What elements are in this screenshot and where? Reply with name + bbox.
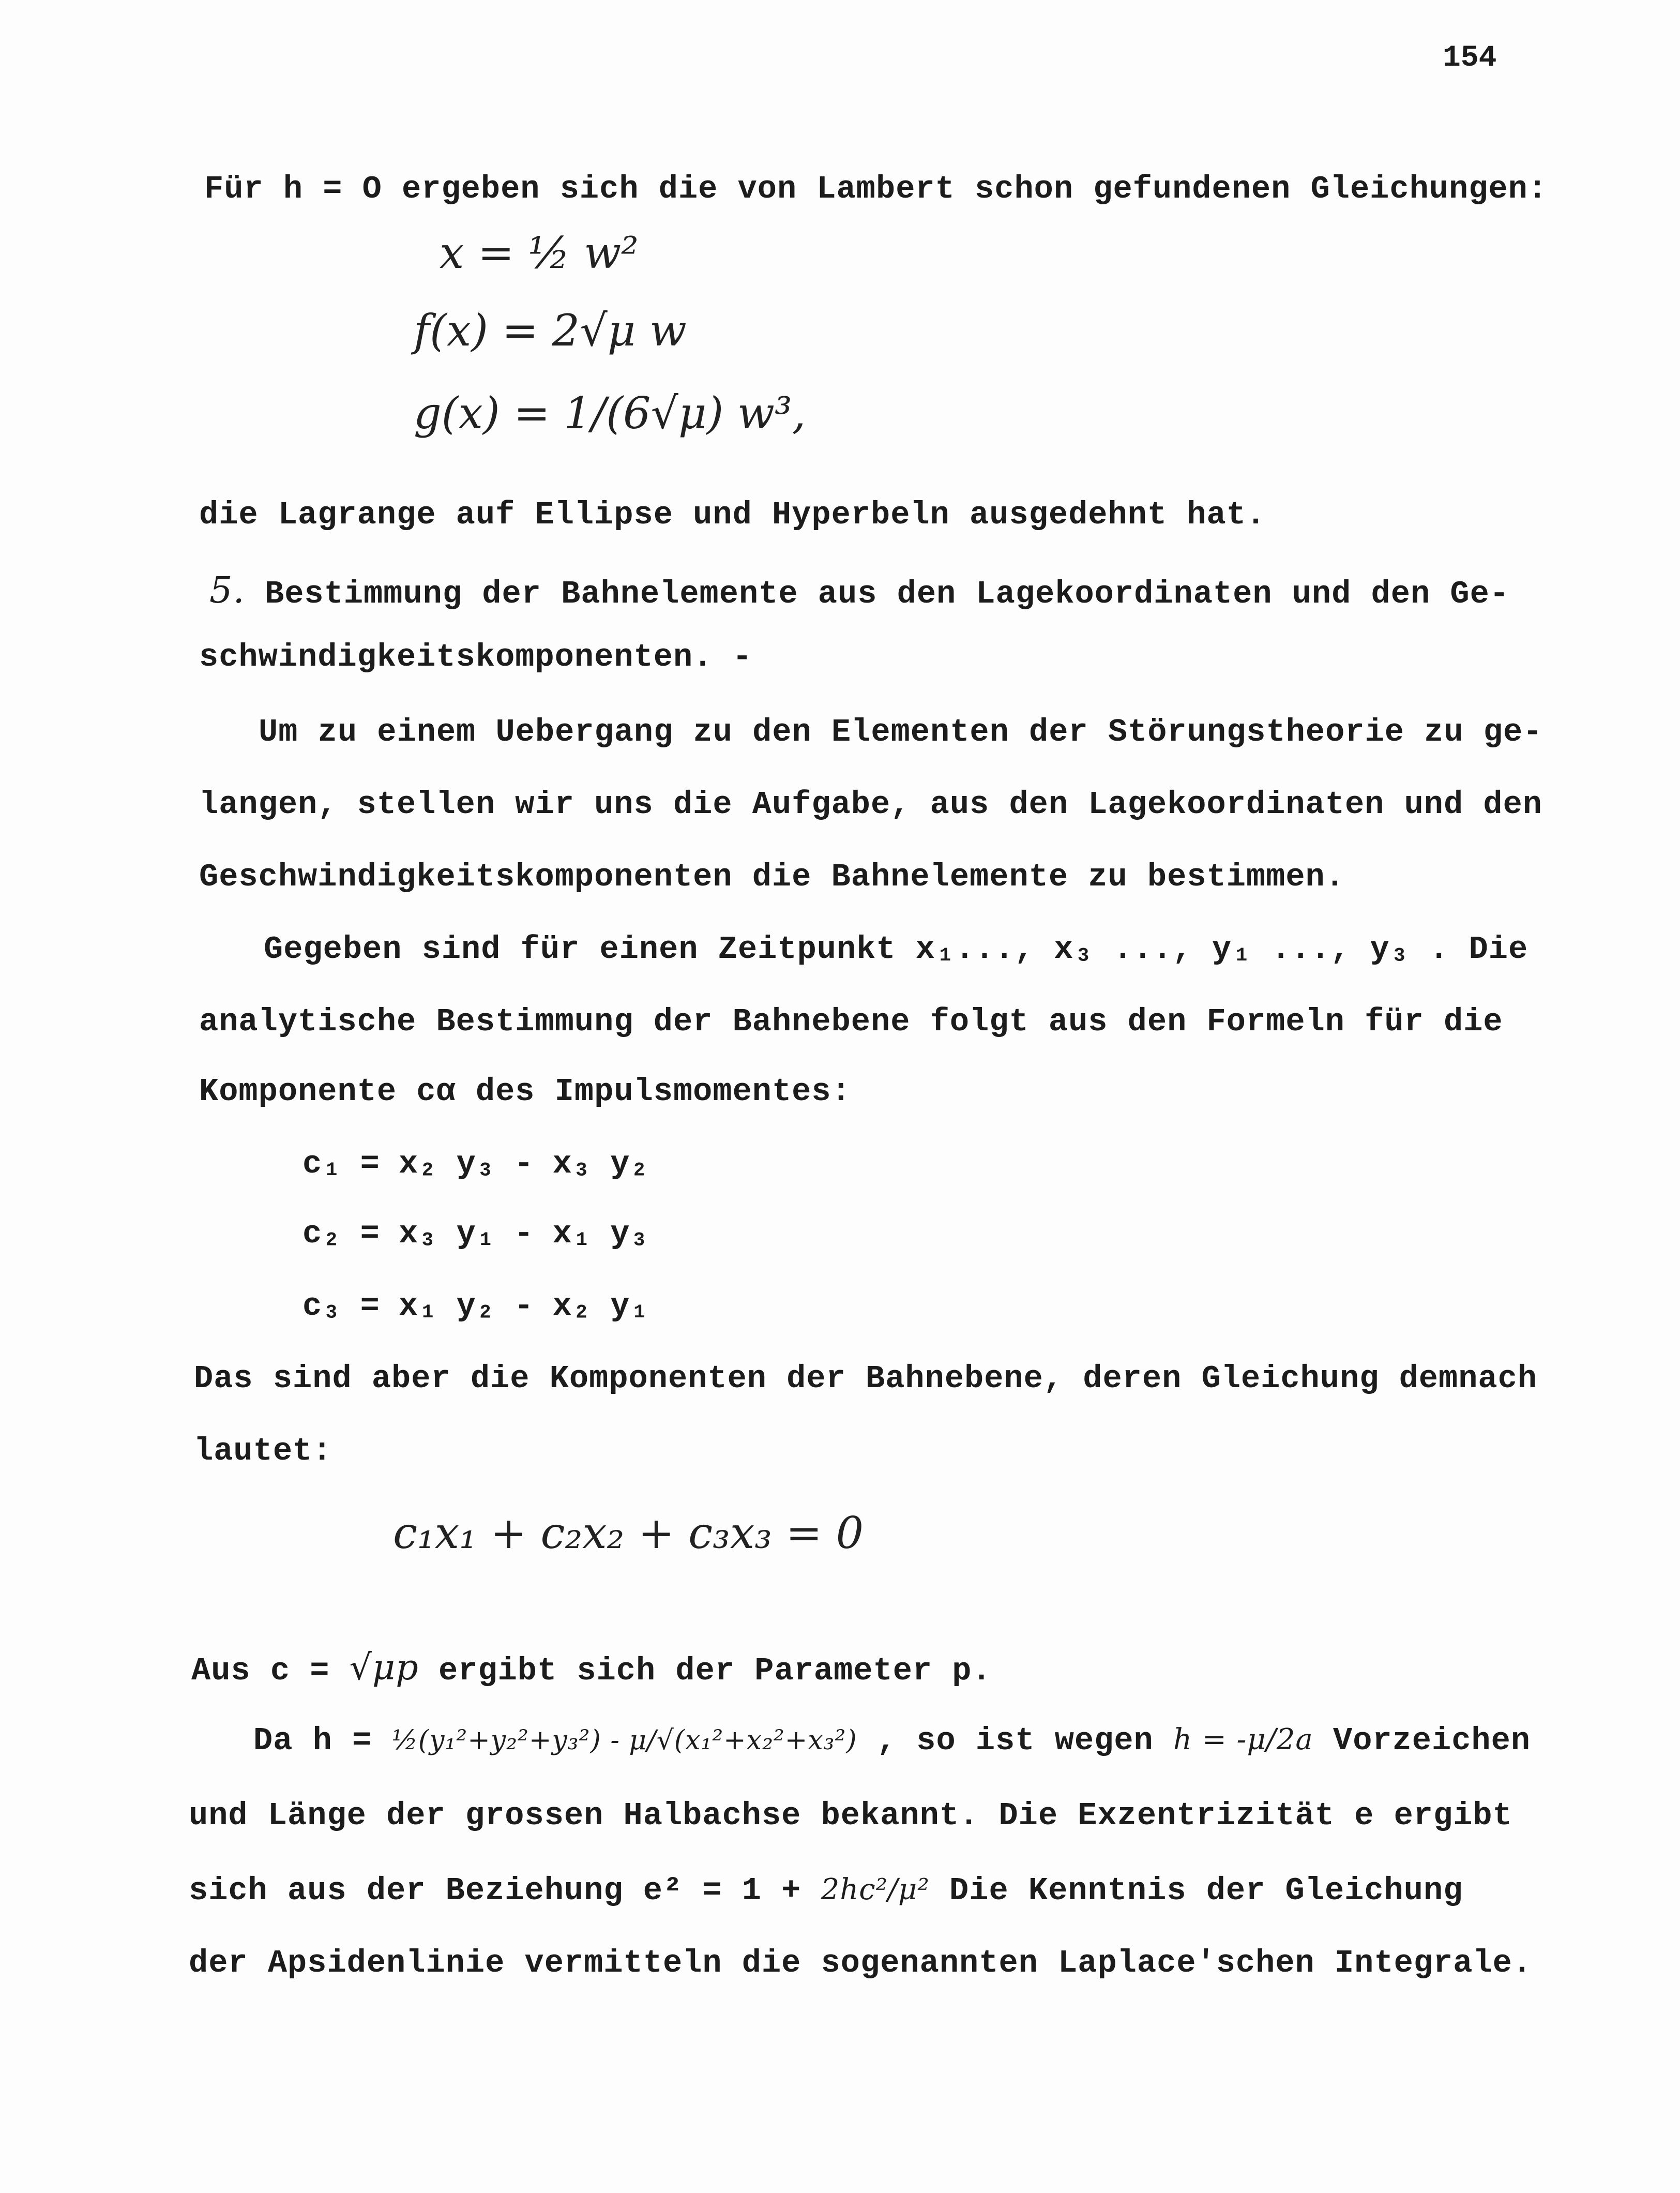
text-line-10: Komponente cα des Impulsmomentes:	[199, 1073, 851, 1110]
text-line-13	[191, 1647, 992, 1689]
equation-f: f(x) = 2√μ w	[414, 305, 687, 356]
text-line-2: die Lagrange auf Ellipse und Hyperbeln ausgedehnt hat.	[199, 497, 1266, 533]
text-line-5: Um zu einem Uebergang zu den Elementen der Störungstheorie zu ge-	[259, 714, 1543, 750]
equation-g: g(x) = 1/(6√μ) w³,	[414, 388, 806, 439]
text-line-8: Gegeben sind für einen Zeitpunkt x₁..., x₃ ..., y₁ ..., y₃ . Die	[264, 931, 1528, 968]
equation-c3: c₃ = x₁ y₂ - x₂ y₁	[302, 1288, 649, 1325]
text-line-7: Geschwindigkeitskomponenten die Bahnelemente zu bestimmen.	[199, 859, 1345, 895]
text-line-16	[189, 1872, 1463, 1909]
text-line-16-start: sich aus der Beziehung e² = 1 +	[189, 1872, 801, 1909]
formula-eccentricity: 2hc²/μ²	[821, 1873, 930, 1906]
text-line-15: und Länge der grossen Halbachse bekannt. Die Exzentrizität e ergibt	[189, 1797, 1512, 1834]
text-line-9: analytische Bestimmung der Bahnebene folgt aus den Formeln für die	[199, 1003, 1503, 1040]
formula-h: h = -μ/2a	[1173, 1723, 1313, 1756]
equation-c1: c₁ = x₂ y₃ - x₃ y₂	[302, 1146, 649, 1182]
text-line-13-start: Aus c =	[191, 1653, 330, 1689]
text-line-17: der Apsidenlinie vermitteln die sogenannten Laplace'schen Integrale.	[189, 1945, 1533, 1981]
section-number: 5.	[209, 569, 245, 611]
equation-c2: c₂ = x₃ y₁ - x₁ y₃	[302, 1215, 649, 1252]
section-title: Bestimmung der Bahnelemente aus den Lagekoordinaten und den Ge-	[265, 576, 1509, 612]
text-line-4: schwindigkeitskomponenten. -	[199, 639, 752, 675]
text-line-14-end: Vorzeichen	[1333, 1722, 1531, 1759]
formula-energy: ½(y₁²+y₂²+y₃²) - μ/√(x₁²+x₂²+x₃²)	[391, 1725, 857, 1756]
section-heading	[209, 569, 1509, 612]
text-line-11: Das sind aber die Komponenten der Bahnebene, deren Gleichung demnach	[194, 1360, 1538, 1397]
page-number: 154	[1443, 41, 1497, 75]
formula-sqrt-mu-p: √μp	[349, 1647, 419, 1688]
text-line-14-start: Da h =	[253, 1722, 372, 1759]
text-line-12: lautet:	[194, 1433, 332, 1469]
text-line-1: Für h = O ergeben sich die von Lambert schon gefundenen Gleichungen:	[204, 171, 1548, 207]
equation-x: x = ½ w²	[440, 228, 639, 278]
text-line-13-end: ergibt sich der Parameter p.	[438, 1653, 992, 1689]
equation-plane: c₁x₁ + c₂x₂ + c₃x₃ = 0	[393, 1508, 864, 1558]
text-line-16-end: Die Kenntnis der Gleichung	[949, 1872, 1463, 1909]
text-line-6: langen, stellen wir uns die Aufgabe, aus den Lagekoordinaten und den	[199, 786, 1543, 823]
text-line-14-mid: , so ist wegen	[876, 1722, 1154, 1759]
text-line-14	[253, 1722, 1531, 1759]
